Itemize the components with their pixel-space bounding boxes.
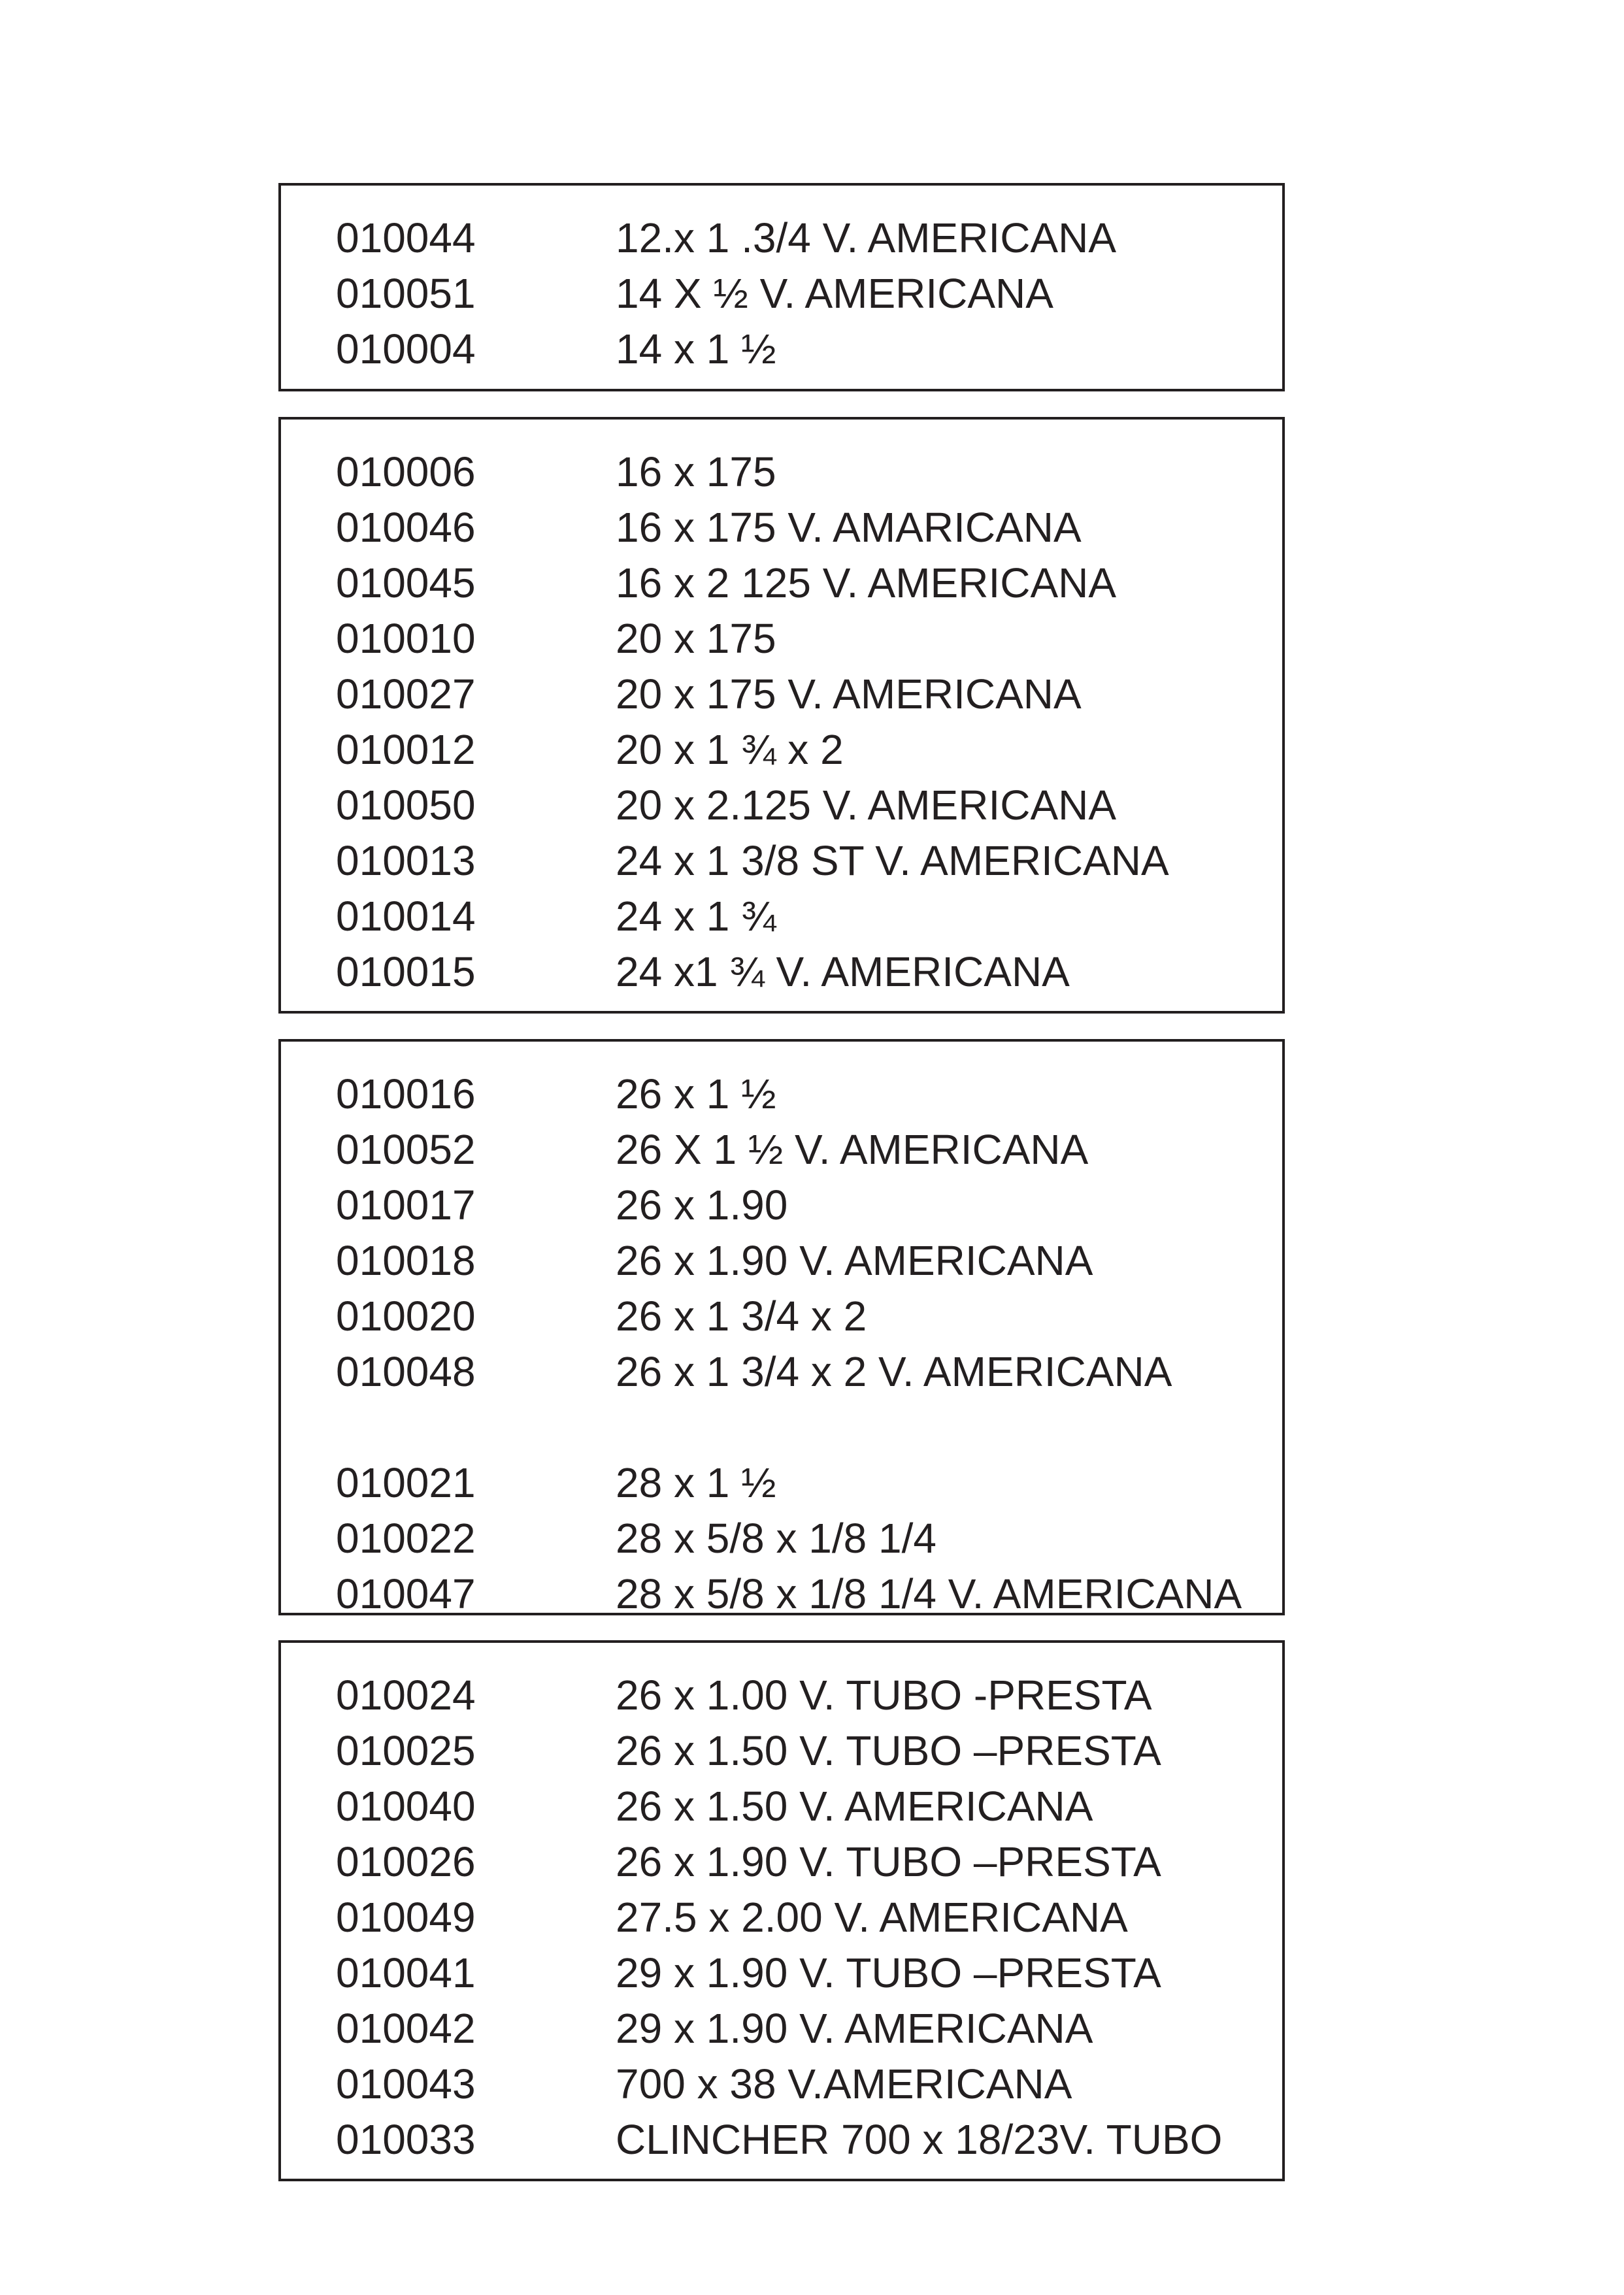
product-code: 010044 [336, 214, 476, 261]
product-row [336, 555, 1282, 611]
product-description: 28 x 5/8 x 1/8 1/4 [616, 1515, 936, 1562]
product-description: 24 x1 ¾ V. AMERICANA [616, 948, 1070, 995]
product-row [336, 1779, 1282, 1834]
product-description: 26 x 1 3/4 x 2 [616, 1293, 867, 1340]
product-code: 010052 [336, 1126, 476, 1173]
product-code: 010042 [336, 2005, 476, 2052]
product-list [336, 444, 1282, 1000]
product-code: 010040 [336, 1783, 476, 1830]
product-description: 16 x 175 V. AMARICANA [616, 504, 1082, 551]
product-description: 26 x 1.90 V. TUBO –PRESTA [616, 1838, 1161, 1885]
product-code: 010027 [336, 670, 476, 718]
product-list [336, 1668, 1282, 2168]
product-group-4 [278, 1640, 1285, 2181]
product-description: 16 x 175 [616, 448, 776, 495]
product-row [336, 833, 1282, 889]
product-row [336, 1834, 1282, 1890]
product-description: 20 x 2.125 V. AMERICANA [616, 782, 1117, 829]
product-row [336, 444, 1282, 500]
product-code: 010050 [336, 782, 476, 829]
product-description: 27.5 x 2.00 V. AMERICANA [616, 1894, 1128, 1941]
product-group-2 [278, 417, 1285, 1014]
product-description: 26 x 1 ½ [616, 1070, 776, 1117]
product-description: 20 x 175 [616, 615, 776, 662]
product-row [336, 722, 1282, 778]
product-description: 24 x 1 ¾ [616, 893, 776, 940]
product-row [336, 2112, 1282, 2168]
product-description: 12.x 1 .3/4 V. AMERICANA [616, 214, 1116, 261]
product-row [336, 2056, 1282, 2112]
product-row [336, 611, 1282, 667]
product-row [336, 1122, 1282, 1178]
product-row [336, 1723, 1282, 1779]
product-row [336, 1566, 1282, 1622]
product-code: 010045 [336, 559, 476, 606]
product-row [336, 322, 1282, 377]
product-description: CLINCHER 700 x 18/23V. TUBO [616, 2116, 1223, 2163]
product-code: 010047 [336, 1570, 476, 1617]
product-description: 28 x 1 ½ [616, 1459, 776, 1506]
row-spacer [336, 1400, 1282, 1455]
product-code: 010006 [336, 448, 476, 495]
product-code: 010024 [336, 1672, 476, 1719]
product-row [336, 210, 1282, 266]
product-list [336, 1066, 1282, 1622]
product-row [336, 1668, 1282, 1723]
product-list [336, 210, 1282, 377]
product-code: 010026 [336, 1838, 476, 1885]
product-code: 010018 [336, 1237, 476, 1284]
product-description: 20 x 1 ¾ x 2 [616, 726, 844, 773]
product-code: 010017 [336, 1181, 476, 1229]
product-row [336, 1066, 1282, 1122]
product-row [336, 2001, 1282, 2056]
product-row [336, 1511, 1282, 1566]
product-description: 26 x 1.90 [616, 1181, 788, 1229]
product-code: 010043 [336, 2060, 476, 2107]
product-code: 010014 [336, 893, 476, 940]
product-row [336, 266, 1282, 322]
product-description: 26 x 1.00 V. TUBO -PRESTA [616, 1672, 1152, 1719]
product-description: 26 x 1.90 V. AMERICANA [616, 1237, 1093, 1284]
product-code: 010015 [336, 948, 476, 995]
product-row [336, 667, 1282, 722]
product-row [336, 889, 1282, 944]
product-code: 010041 [336, 1949, 476, 1996]
product-description: 28 x 5/8 x 1/8 1/4 V. AMERICANA [616, 1570, 1242, 1617]
product-description: 14 x 1 ½ [616, 325, 776, 372]
product-code: 010022 [336, 1515, 476, 1562]
product-row [336, 1344, 1282, 1400]
product-code: 010013 [336, 837, 476, 884]
product-code: 010046 [336, 504, 476, 551]
product-description: 14 X ½ V. AMERICANA [616, 270, 1053, 317]
product-code: 010033 [336, 2116, 476, 2163]
product-row [336, 1233, 1282, 1289]
product-code: 010012 [336, 726, 476, 773]
product-description: 29 x 1.90 V. AMERICANA [616, 2005, 1093, 2052]
product-code: 010004 [336, 325, 476, 372]
product-row [336, 944, 1282, 1000]
product-row [336, 1945, 1282, 2001]
product-description: 700 x 38 V.AMERICANA [616, 2060, 1072, 2107]
product-code: 010025 [336, 1727, 476, 1774]
product-row [336, 1178, 1282, 1233]
product-code: 010049 [336, 1894, 476, 1941]
product-code: 010048 [336, 1348, 476, 1395]
product-description: 26 x 1 3/4 x 2 V. AMERICANA [616, 1348, 1172, 1395]
product-description: 16 x 2 125 V. AMERICANA [616, 559, 1117, 606]
product-row [336, 1890, 1282, 1945]
product-code: 010020 [336, 1293, 476, 1340]
product-row [336, 1289, 1282, 1344]
product-group-3 [278, 1039, 1285, 1615]
product-row [336, 1455, 1282, 1511]
product-code: 010016 [336, 1070, 476, 1117]
product-description: 20 x 175 V. AMERICANA [616, 670, 1082, 718]
product-code: 010051 [336, 270, 476, 317]
product-description: 26 x 1.50 V. AMERICANA [616, 1783, 1093, 1830]
product-description: 29 x 1.90 V. TUBO –PRESTA [616, 1949, 1161, 1996]
product-description: 24 x 1 3/8 ST V. AMERICANA [616, 837, 1169, 884]
product-description: 26 x 1.50 V. TUBO –PRESTA [616, 1727, 1161, 1774]
product-code: 010021 [336, 1459, 476, 1506]
product-group-1 [278, 183, 1285, 391]
product-row [336, 778, 1282, 833]
product-code: 010010 [336, 615, 476, 662]
product-row [336, 500, 1282, 555]
product-description: 26 X 1 ½ V. AMERICANA [616, 1126, 1089, 1173]
